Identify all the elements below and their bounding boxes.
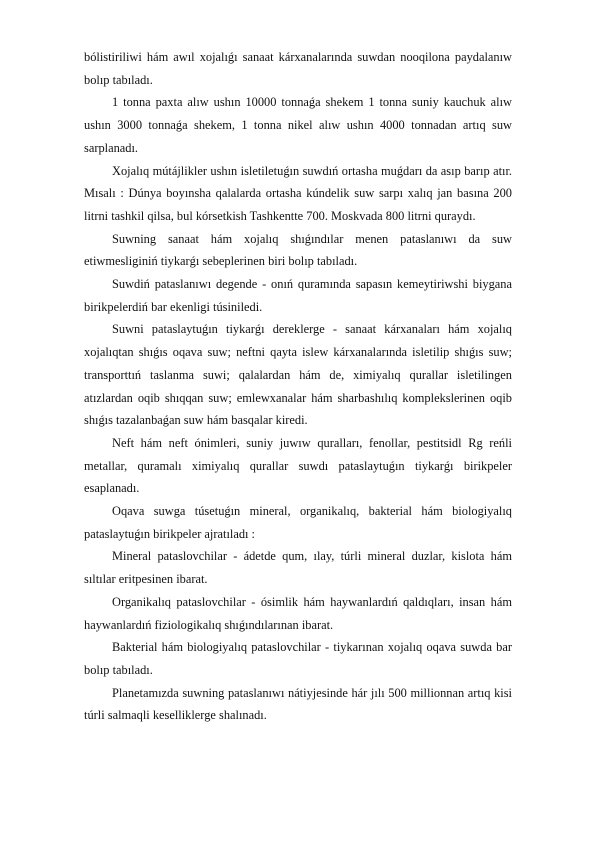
paragraph-water-consumption: 1 tonna paxta alıw ushın 10000 tonnaǵa shekem 1 tonna suniy kauchuk alıw ushın 3000 tonnaǵa shekem, 1 tonna nikel alıw ushın 4000 tonnadan artıq suw sarplanadı. (84, 95, 512, 155)
paragraph-household-water: Xojalıq mútájlikler ushın isletiletuǵın suwdıń ortasha muǵdarı da asıp barıp atır. Mısalı : Dúnya boyınsha qalalarda ortasha kúndelik suw sarpı xalıq jan basına 200 litrni tashkil qilsa, bul kórsetkish Tashkentte 700. Moskvada 800 litrni quraydı. (84, 163, 512, 223)
paragraph-organic-pollutants: Organikalıq pataslovchilar - ósimlik hám haywanlardıń qaldıqları, insan hám haywanlardıń fiziologikalıq shıǵındılarınan ibarat. (84, 594, 512, 632)
paragraph-pollutant-types: Oqava suwga túsetuǵın mineral, organikalıq, bakterial hám biologiyalıq pataslaytuǵın birikpeler ajratıladı : (84, 504, 512, 541)
paragraph-pollution-sources: Suwni pataslaytuǵın tiykarǵı dereklerge - sanaat kárxanaları hám xojalıq xojalıqtan shıǵıs oqava suw; neftni qayta islew kárxanalarında isletilip shıǵıs suw; transporttıń taslanma suwi; qalalardan hám de, ximiyalıq qurallar isletilingen atızlardan oqib shıqqan suw; emlewxanalar hám sharbashılıq komplekslerinen oqib shıǵıs tazalanbaǵan suw hám basqalar kiredi. (84, 322, 512, 428)
paragraph-mineral-pollutants: Mineral pataslovchilar - ádetde qum, ılay, túrli mineral duzlar, kislota hám sıltılar eritpesinen ibarat. (84, 549, 512, 587)
paragraph-pollutant-compounds: Neft hám neft ónimleri, suniy juwıw quralları, fenollar, pestitsidl Rg reńli metallar, quramalı ximiyalıq qurallar suwdı pataslaytuǵın tiykarǵı birikpeler esaplanadı. (84, 435, 512, 496)
paragraph-continued: bólistiriliwi hám awıl xojalıǵı sanaat kárxanalarında suwdan nooqilona paydalanıw bolıp tabıladı. (84, 50, 512, 87)
paragraph-disease-statistics: Planetamızda suwning pataslanıwı nátiyjesinde hár jılı 500 millionnan artıq kisi túrli salmaqli keselliklerge shalınadı. (84, 685, 512, 723)
paragraph-bacterial-pollutants: Bakterial hám biologiyalıq pataslovchilar - tiykarınan xojalıq oqava suwda bar bolıp tabıladı. (84, 640, 512, 677)
paragraph-pollution-causes: Suwning sanaat hám xojalıq shıǵındılar menen pataslanıwı da suw etiwmesliginiń tiykarǵı sebeplerinen biri bolıp tabıladı. (84, 231, 512, 269)
document-page (84, 46, 512, 727)
paragraph-pollution-definition: Suwdiń pataslanıwı degende - onıń quramında sapasın kemeytiriwshi biygana birikpelerdiń bar ekenligi túsiniledi. (84, 277, 512, 314)
